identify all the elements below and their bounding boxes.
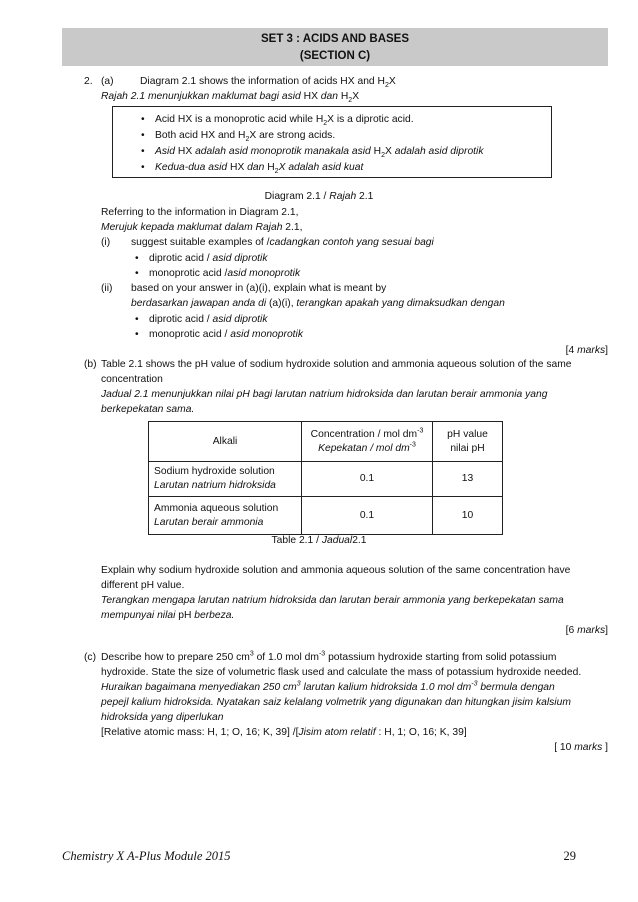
alkali-cell: Sodium hydroxide solution Larutan natrium hidroksida	[149, 462, 302, 497]
header-ph: pH value nilai pH	[433, 422, 503, 462]
subpart-i-bullet-1: • diprotic acid / asid diprotik	[149, 251, 267, 266]
part-c-en-1: Describe how to prepare 250 $cm^3$ of 1.0 mol $dm^{-3}$ potassium hydroxide starting from solid potassium	[101, 650, 557, 663]
referring-ms: Merujuk kepada maklumat dalam Rajah 2.1,	[101, 222, 303, 233]
part-c-marks: [ 10 marks ]	[554, 742, 608, 753]
table-caption: Table 2.1 / Jadual2.1	[271, 535, 367, 546]
explain-en-1: Explain why sodium hydroxide solution and ammonia aqueous solution of the same concentration have	[101, 565, 571, 576]
ph-cell: 10	[433, 497, 503, 535]
subpart-ii-bullet-2: • monoprotic acid / asid monoprotik	[149, 327, 303, 342]
subpart-i-label: (i)	[101, 237, 111, 248]
explain-ms-1: Terangkan mengapa larutan natrium hidroksida dan larutan berair ammonia yang berkepekatan sama	[101, 595, 564, 606]
ph-cell: 13	[433, 462, 503, 497]
info-bullet-2: • Both acid HX and $H_2X$ are strong acids.	[155, 128, 335, 143]
table-row	[149, 462, 503, 497]
part-c-ms-1: Huraikan bagaimana menyediakan 250 $cm^3$ larutan kalium hidroksida 1.0 mol $dm^{-3}$ bermula dengan	[101, 680, 555, 693]
header-alkali: Alkali	[149, 422, 302, 462]
part-b-ms-2: berkepekatan sama.	[101, 404, 195, 415]
explain-ms-2: mempunyai nilai pH berbeza.	[101, 610, 235, 621]
part-a-label: (a)	[101, 76, 114, 87]
part-c-en-2: hydroxide. State the size of volumetric flask used and calculate the mass of potassium hydroxide needed.	[101, 667, 582, 678]
diagram-caption: Diagram 2.1 / Rajah 2.1	[264, 191, 374, 202]
alkali-cell: Ammonia aqueous solution Larutan berair ammonia	[149, 497, 302, 535]
part-b-en-1: Table 2.1 shows the pH value of sodium hydroxide solution and ammonia aqueous solution of the same	[101, 359, 572, 370]
subpart-i-bullet-2: • monoprotic acid /asid monoprotik	[149, 266, 300, 281]
part-c-ms-2: pepejl kalium hidroksida. Nyatakan saiz kelalang volmetrik yang digunakan dan hitungkan jisim kalsium	[101, 697, 571, 708]
relative-atomic-mass: [Relative atomic mass: H, 1; O, 16; K, 39] /[Jisim atom relatif : H, 1; O, 16; K, 39]	[101, 727, 467, 738]
table-row	[149, 497, 503, 535]
info-bullet-1: • Acid HX is a monoprotic acid while $H_2X$ is a diprotic acid.	[155, 112, 414, 127]
part-b-en-2: concentration	[101, 374, 163, 385]
explain-en-2: different pH value.	[101, 580, 185, 591]
ph-table	[148, 421, 503, 535]
part-c-label: (c)	[84, 652, 97, 663]
section-header	[62, 28, 608, 66]
info-bullet-3: • Asid HX adalah asid monoprotik manakala asid $H_2X$ adalah asid diprotik	[155, 144, 483, 159]
part-a-intro-en: Diagram 2.1 shows the information of acids HX and $H_2X$	[140, 76, 396, 90]
subpart-ii-text-en: based on your answer in (a)(i), explain what is meant by	[131, 283, 387, 294]
header-subtitle: (SECTION C)	[299, 50, 371, 62]
subpart-ii-label: (ii)	[101, 283, 113, 294]
part-b-label: (b)	[84, 359, 97, 370]
subpart-ii-bullet-1: • diprotic acid / asid diprotik	[149, 312, 267, 327]
page-number: 29	[563, 849, 576, 863]
info-bullet-4: • Kedua-dua asid HX dan $H_2X$ adalah asid kuat	[155, 160, 363, 175]
footer-title: Chemistry X A-Plus Module 2015	[62, 849, 231, 863]
part-a-marks: [4 marks]	[565, 345, 608, 356]
part-b-marks: [6 marks]	[565, 625, 608, 636]
referring-en: Referring to the information in Diagram 2.1,	[101, 207, 299, 218]
part-a-intro-ms: Rajah 2.1 menunjukkan maklumat bagi asid HX dan $H_2X$	[101, 91, 360, 105]
header-title: SET 3 : ACIDS AND BASES	[260, 33, 410, 45]
part-b-ms-1: Jadual 2.1 menunjukkan nilai pH bagi larutan natrium hidroksida dan larutan berair ammonia yang	[101, 389, 548, 400]
subpart-ii-text-ms: berdasarkan jawapan anda di (a)(i), terangkan apakah yang dimaksudkan dengan	[131, 298, 505, 309]
concentration-cell: 0.1	[302, 497, 433, 535]
concentration-cell: 0.1	[302, 462, 433, 497]
subpart-i-text: suggest suitable examples of /cadangkan contoh yang sesuai bagi	[131, 237, 434, 248]
part-c-ms-3: hidroksida yang diperlukan	[101, 712, 224, 723]
header-concentration: Concentration / mol $dm^{-3}$ Kepekatan / mol $dm^{-3}$	[302, 422, 433, 462]
question-number: 2.	[84, 76, 93, 87]
